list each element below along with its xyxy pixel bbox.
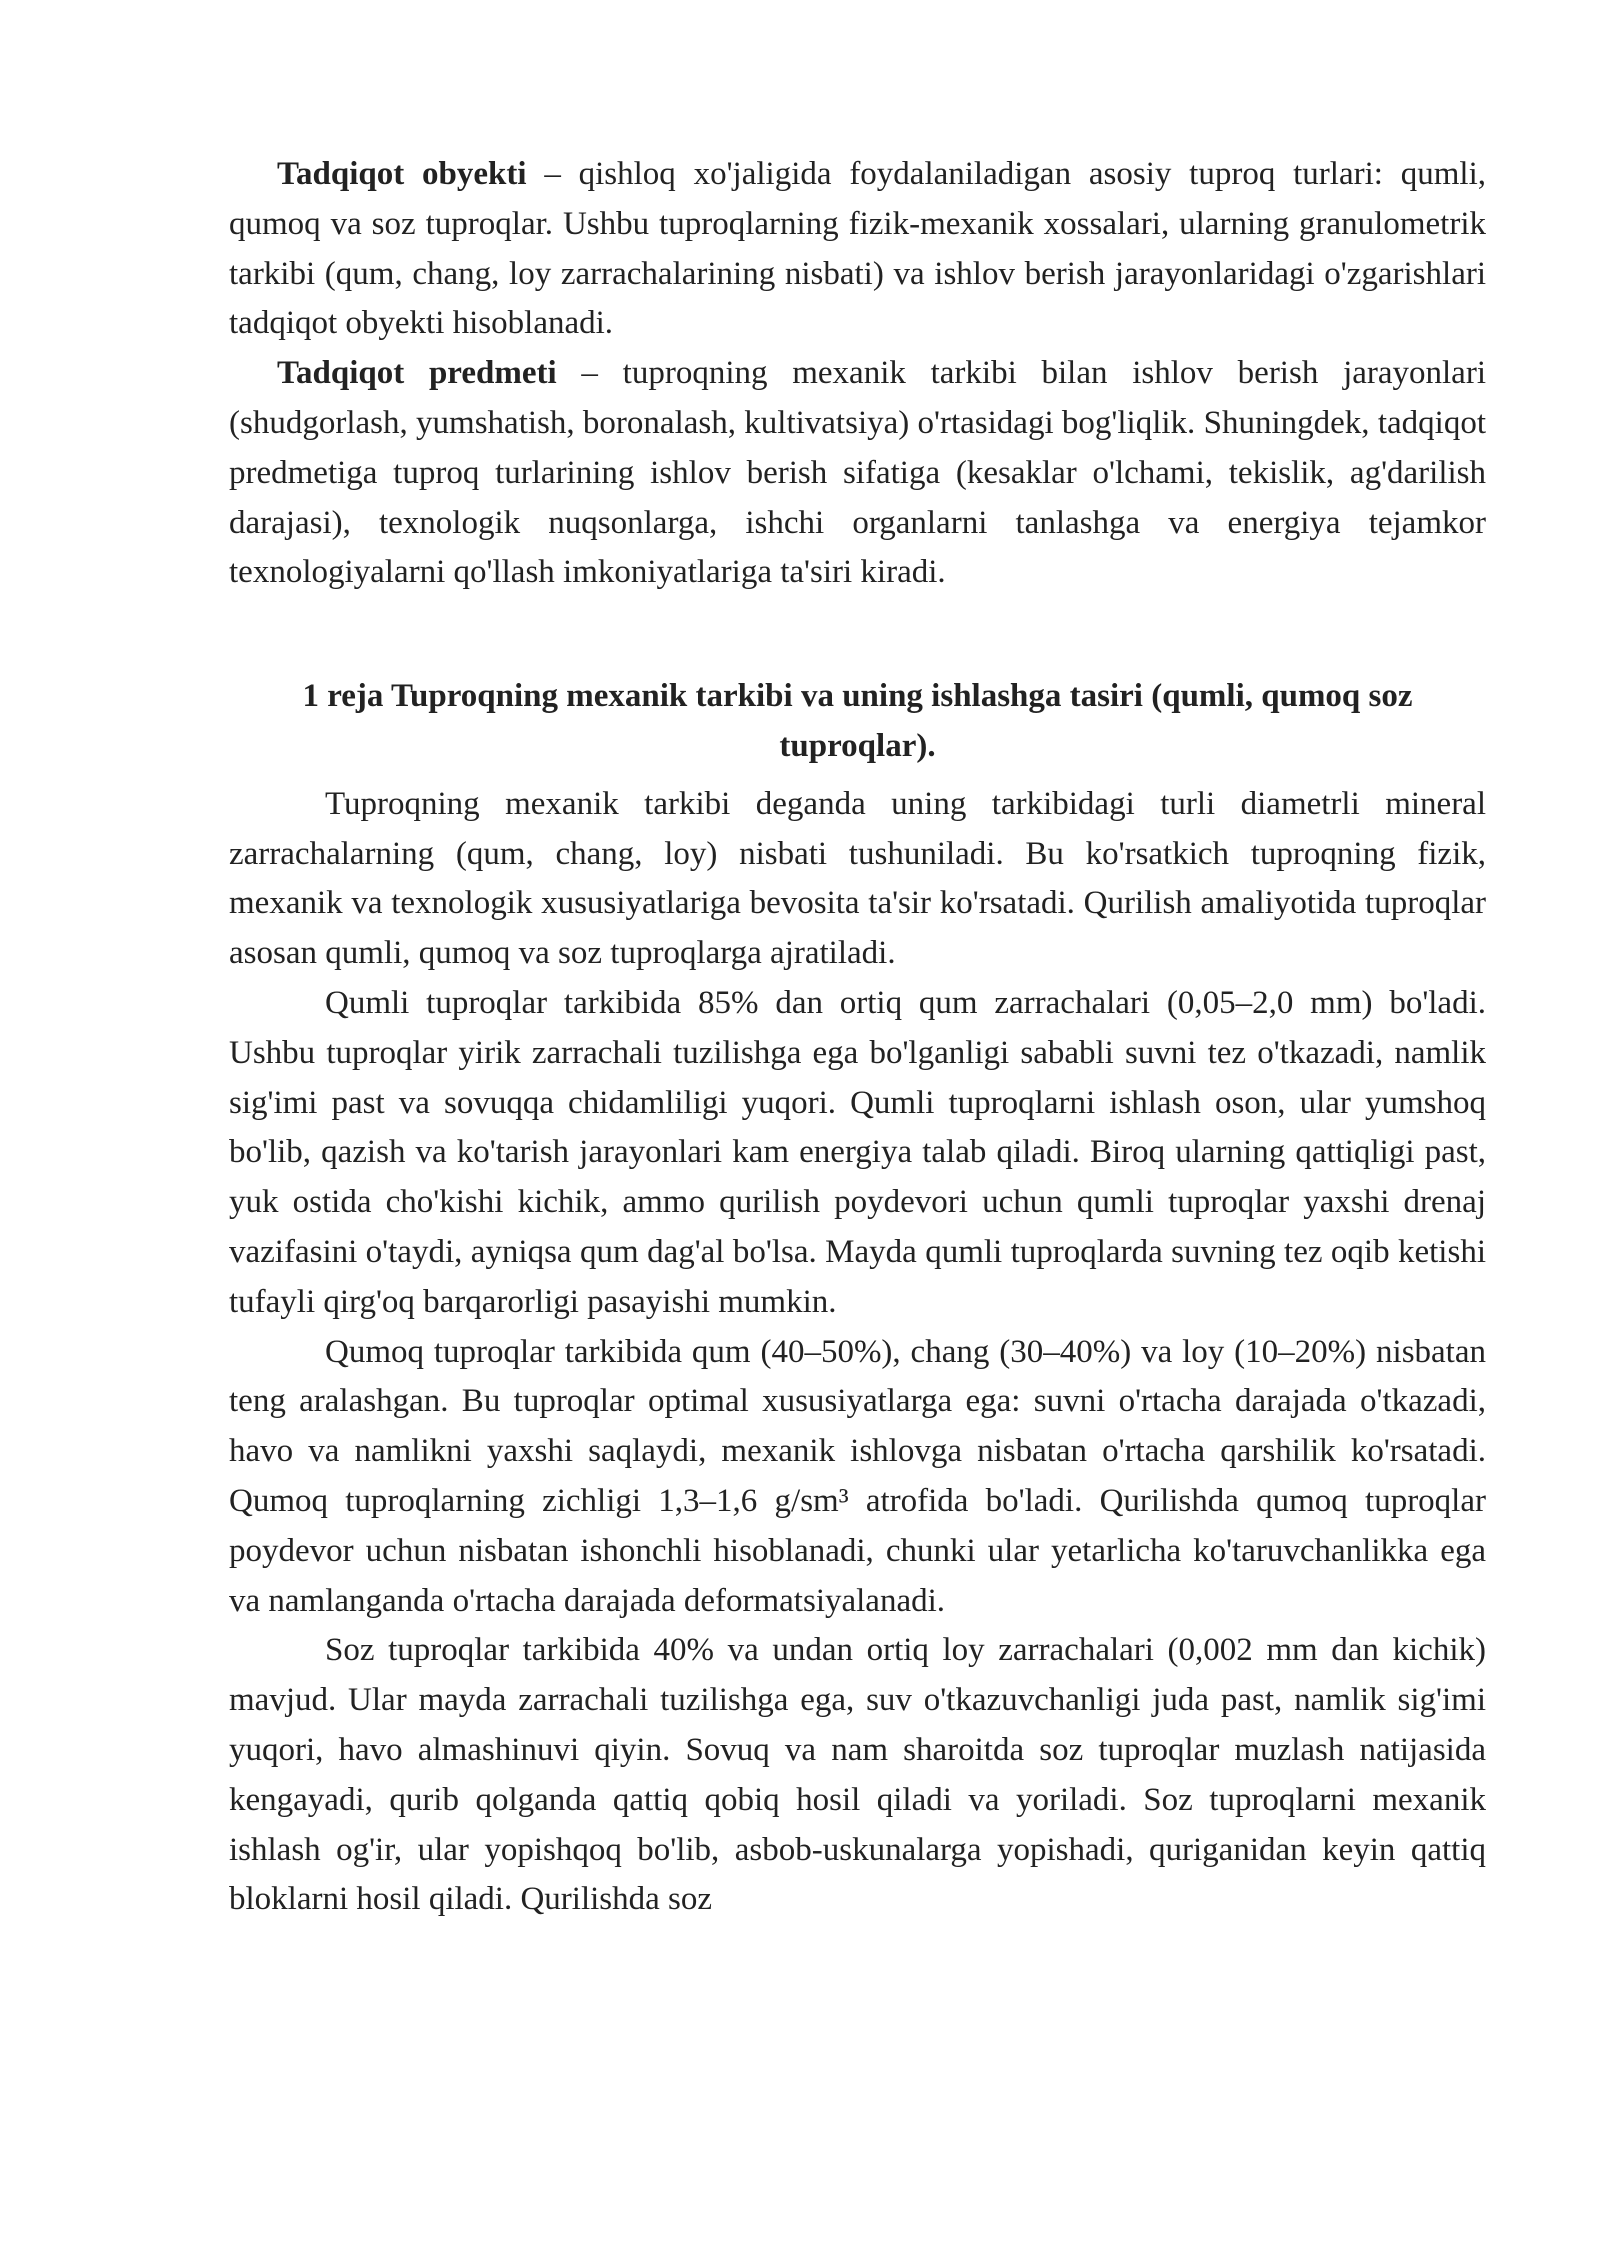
paragraph-research-object [229,150,1486,349]
paragraph-mechanical-composition: Tuproqning mexanik tarkibi deganda uning tarkibidagi turli diametrli mineral zarrachalarning (qum, chang, loy) nisbati tushuniladi. Bu ko'rsatkich tuproqning fizik, mexanik va texnologik xususiyatlariga bevosita ta'sir ko'rsatadi. Qurilish amaliyotida tuproqlar asosan qumli, qumoq va soz tuproqlarga ajratiladi. [229,785,1486,972]
section-gap [229,598,1486,672]
section-heading: 1 reja Tuproqning mexanik tarkibi va uning ishlashga tasiri (qumli, qumoq soz tuproqlar). [302,678,1413,764]
paragraph-sandy-soils: Qumli tuproqlar tarkibida 85% dan ortiq qum zarrachalari (0,05–2,0 mm) bo'ladi. Ushbu tuproqlar yirik zarrachali tuzilishga ega bo'lganligi sababli suvni tez o'tkazadi, namlik sig'imi past va sovuqqa chidamliligi yuqori. Qumli tuproqlarni ishlash oson, ular yumshoq bo'lib, qazish va ko'tarish jarayonlari kam energiya talab qiladi. Biroq ularning qattiqligi past, yuk ostida cho'kishi kichik, ammo qurilish poydevori uchun qumli tuproqlar yaxshi drenaj vazifasini o'taydi, ayniqsa qum dag'al bo'lsa. Mayda qumli tuproqlarda suvning tez oqib ketishi tufayli qirg'oq barqarorligi pasayishi mumkin. [229,984,1486,1320]
document-page [229,150,1486,1925]
paragraph-research-subject [229,349,1486,598]
term-research-subject: Tadqiqot predmeti [277,355,557,392]
text-research-object: – qishloq xo'jaligida foydalaniladigan asosiy tuproq turlari: qumli, qumoq va soz tuproqlar. Ushbu tuproqlarning fizik-mexanik xossalari, ularning granulometrik tarkibi (qum, chang, loy zarrachalarining nisbati) va ishlov berish jarayonlaridagi o'zgarishlari tadqiqot obyekti hisoblanadi. [229,156,1486,342]
term-research-object: Tadqiqot obyekti [277,156,527,192]
paragraph-clay-soils: Soz tuproqlar tarkibida 40% va undan ortiq loy zarrachalari (0,002 mm dan kichik) mavjud. Ular mayda zarrachali tuzilishga ega, suv o'tkazuvchanligi juda past, namlik sig'imi yuqori, havo almashinuvi qiyin. Sovuq va nam sharoitda soz tuproqlar muzlash natijasida kengayadi, qurib qolganda qattiq qobiq hosil qiladi va yoriladi. Soz tuproqlarni mexanik ishlash og'ir, ular yopishqoq bo'lib, asbob-uskunalarga yopishadi, quriganidan keyin qattiq bloklarni hosil qiladi. Qurilishda soz [229,1632,1486,1918]
heading-gap [229,772,1486,780]
paragraph-loamy-soils: Qumoq tuproqlar tarkibida qum (40–50%), chang (30–40%) va loy (10–20%) nisbatan teng aralashgan. Bu tuproqlar optimal xususiyatlarga ega: suvni o'rtacha darajada o'tkazadi, havo va namlikni yaxshi saqlaydi, mexanik ishlovga nisbatan o'rtacha qarshilik ko'rsatadi. Qumoq tuproqlarning zichligi 1,3–1,6 g/sm³ atrofida bo'ladi. Qurilishda qumoq tuproqlar poydevor uchun nisbatan ishonchli hisoblanadi, chunki ular yetarlicha ko'taruvchanlikka ega va namlanganda o'rtacha darajada deformatsiyalanadi. [229,1333,1486,1619]
text-research-subject: – tuproqning mexanik tarkibi bilan ishlov berish jarayonlari (shudgorlash, yumshatish, boronalash, kultivatsiya) o'rtasidagi bog'liqlik. Shuningdek, tadqiqot predmetiga tuproq turlarining ishlov berish sifatiga (kesaklar o'lchami, tekislik, ag'darilish darajasi), texnologik nuqsonlarga, ishchi organlarni tanlashga va energiya tejamkor texnologiyalarni qo'llash imkoniyatlariga ta'siri kiradi. [229,355,1486,591]
